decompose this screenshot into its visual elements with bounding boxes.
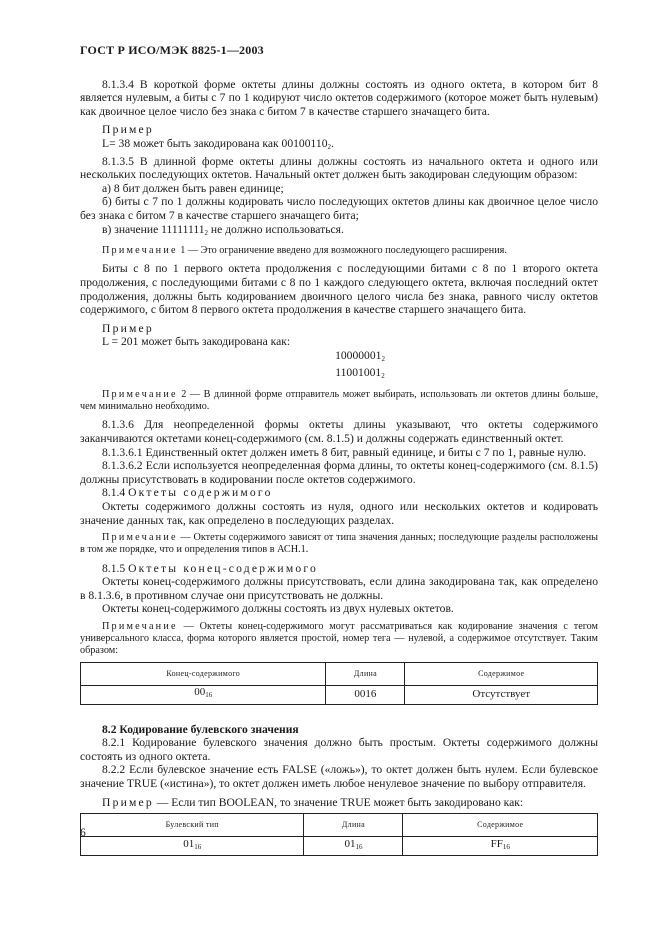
paragraph-8-1-3-4: 8.1.3.4 В короткой форме октеты длины должны состоять из одного октета, в котором бит 8 является нулевым, а биты с 7 по 1 кодируют число октетов содержимого (которое может быть нулевым) как двоичное целое число без знака с битом 7 в качестве старшего значащего бита.	[80, 77, 598, 118]
list-item-a: а) 8 бит должен быть равен единице;	[102, 181, 284, 195]
paragraph-two-zero-octets: Октеты конец-содержимого должны состоять из двух нулевых октетов.	[102, 602, 454, 616]
paragraph-8-1-3-5: 8.1.3.5 В длинной форме октеты длины должны состоять из начального октета и одного или нескольких последующих октетов. Начальный октет должен быть закодирован следующим образом:	[80, 154, 598, 182]
table-cell: $FF_{16}$	[403, 837, 598, 856]
page-number: 6	[80, 826, 86, 839]
table-header-cell: Длина	[304, 814, 403, 837]
note-2: Примечание 2 — В длинной форме отправитель может выбирать, использовать ли октетов длины больше, чем минимально необходимо.	[80, 389, 598, 413]
table-header-cell: Булевский тип	[81, 814, 304, 837]
example-2-value-1: $10000001_2$	[335, 348, 385, 363]
list-item-c: в) значение $11111111_2$ не должно использоваться.	[102, 222, 344, 237]
section-8-1-4-heading: 8.1.4 Октеты содержимого	[102, 486, 273, 500]
table-cell: $01_{16}$	[304, 837, 403, 856]
paragraph-contents: Октеты содержимого должны состоять из нуля, одного или нескольких октетов и кодировать значение данных так, как определено в последующих разделах.	[80, 500, 598, 527]
table-header-cell: Содержимое	[405, 662, 598, 685]
list-item-b: б) биты с 7 по 1 должны кодировать число последующих октетов длины как двоичное целое число без знака с битом 7 в качестве старшего значащего бита;	[80, 195, 598, 222]
table-header-cell: Длина	[326, 662, 405, 685]
paragraph-8-2-2: 8.2.2 Если булевское значение есть FALSE («ложь»), то октет должен быть нулем. Если булевское значение TRUE («истина»), то октет должен иметь любое ненулевое значение по выбору отправителя.	[80, 763, 598, 790]
table-cell: Отсутствует	[405, 685, 598, 704]
document-page	[80, 44, 598, 856]
end-of-contents-table	[80, 662, 598, 705]
table-header-cell: Конец-содержимого	[81, 662, 326, 685]
table-cell: $00_{16}$	[81, 685, 326, 704]
paragraph-8-1-3-6-1: 8.1.3.6.1 Единственный октет должен иметь 8 бит, равный единице, и биты с 7 по 1, равные нулю.	[102, 445, 587, 459]
example-3: Пример — Если тип BOOLEAN, то значение TRUE может быть закодировано как:	[102, 795, 524, 809]
example-1-label	[80, 123, 598, 137]
example-label: Пример	[102, 123, 154, 137]
example-1-text: L= 38 может быть закодирована как $00100110_2$.	[102, 136, 334, 151]
paragraph-8-1-3-6-2: 8.1.3.6.2 Если используется неопределенная форма длины, то октеты конец-содержимого (см. 8.1.5) должны присутствовать в кодировании после октетов содержимого.	[80, 459, 598, 486]
example-2-text: L = 201 может быть закодирована как:	[102, 335, 291, 349]
section-8-2-heading: 8.2 Кодирование булевского значения	[102, 722, 299, 736]
page-header: ГОСТ Р ИСО/МЭК 8825-1—2003	[80, 43, 264, 57]
table-header-cell: Содержимое	[403, 814, 598, 837]
table-cell: $01_{16}$	[81, 837, 304, 856]
paragraph-8-1-3-6: 8.1.3.6 Для неопределенной формы октеты длины указывают, что октеты содержимого заканчиваются октетами конец-содержимого (см. 8.1.5) и должны содержать единственный октет.	[80, 418, 598, 446]
paragraph-continuation-bits: Биты с 8 по 1 первого октета продолжения с последующими битами с 8 по 1 второго октета продолжения, с последующими битами с 8 по 1 каждого следующего октета, включая последний октет продолжения, должны быть кодированием двоичного целого числа без знака, равного числу октетов содержимого, с битом 8 первого октета продолжения в качестве старшего значащего бита.	[80, 262, 598, 317]
note-3: Примечание — Октеты содержимого зависят от типа значения данных; последующие разделы расположены в том же порядке, что и определения типов в АСН.1.	[80, 532, 598, 556]
boolean-encoding-table	[80, 813, 598, 856]
paragraph-8-2-1: 8.2.1 Кодирование булевского значения должно быть простым. Октеты содержимого должны состоять из одного октета.	[80, 736, 598, 763]
note-4: Примечание — Октеты конец-содержимого могут рассматриваться как кодирование значения с тегом универсального класса, форма которого является простой, номер тега — нулевой, а содержимое отсутствует. Таким образом:	[80, 621, 598, 657]
table-cell: 0016	[326, 685, 405, 704]
example-2-value-2: $11001001_2$	[335, 366, 385, 381]
section-8-1-5-heading: 8.1.5 Октеты конец-содержимого	[102, 561, 319, 575]
table-row	[81, 685, 598, 704]
note-1: Примечание 1 — Это ограничение введено для возможного последующего расширения.	[102, 245, 507, 257]
example-2-label: Пример	[102, 321, 154, 335]
table-row	[81, 837, 598, 856]
paragraph-end-of-contents: Октеты конец-содержимого должны присутствовать, если длина закодирована так, как определено в 8.1.3.6, в противном случае они присутствовать не должны.	[80, 575, 598, 602]
